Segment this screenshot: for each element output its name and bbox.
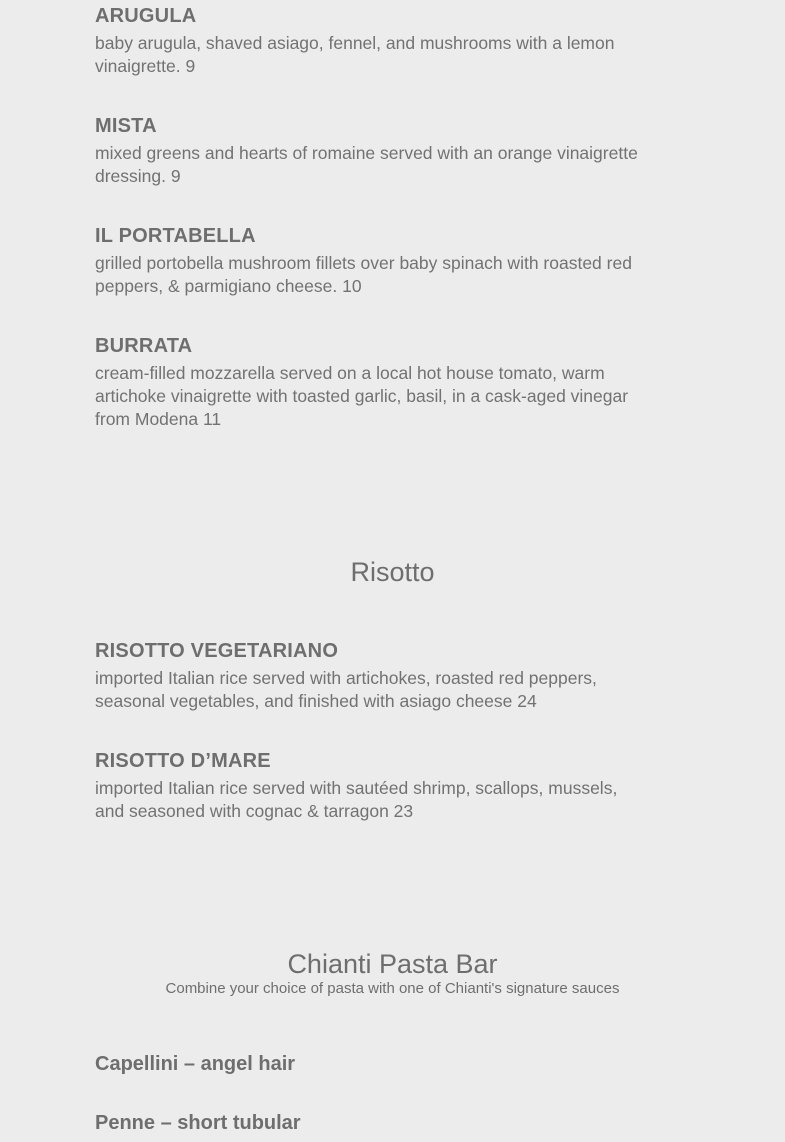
menu-item-description: baby arugula, shaved asiago, fennel, and mushrooms with a lemon vinaigrette. 9 [95,33,615,76]
menu-item-description: imported Italian rice served with sautéed shrimp, scallops, mussels, and seasoned with cognac & tarragon 23 [95,778,618,821]
menu-item-description: grilled portobella mushroom fillets over baby spinach with roasted red peppers, & parmigiano cheese. 10 [95,253,632,296]
menu-item-name: RISOTTO VEGETARIANO [95,640,339,662]
menu-item-description: mixed greens and hearts of romaine served with an orange vinaigrette dressing. 9 [95,143,638,186]
menu-item-description: imported Italian rice served with artichokes, roasted red peppers, seasonal vegetables, and finished with asiago cheese 24 [95,668,597,711]
section-subtitle-pasta-bar: Combine your choice of pasta with one of Chianti's signature sauces [165,980,620,997]
menu-item-name: MISTA [95,115,157,137]
menu-item-description: cream-filled mozzarella served on a local hot house tomato, warm artichoke vinaigrette with toasted garlic, basil, in a cask-aged vinegar from Modena 11 [95,363,629,429]
section-title-pasta-bar: Chianti Pasta Bar [287,949,498,979]
menu-item-risotto-dmare [95,749,640,823]
menu-item-risotto-vegetariano [95,639,640,713]
menu-item-arugula [95,4,640,78]
pasta-item-penne: Penne – short tubular [95,1112,301,1134]
menu-item-name: BURRATA [95,335,193,357]
menu-item-name: IL PORTABELLA [95,225,256,247]
menu-item-il-portabella [95,224,640,298]
pasta-item-capellini: Capellini – angel hair [95,1053,296,1075]
menu-item-name: ARUGULA [95,5,197,27]
menu-item-mista [95,114,640,188]
menu-item-burrata [95,334,640,431]
section-title-risotto: Risotto [350,557,435,587]
menu-item-name: RISOTTO D’MARE [95,750,271,772]
